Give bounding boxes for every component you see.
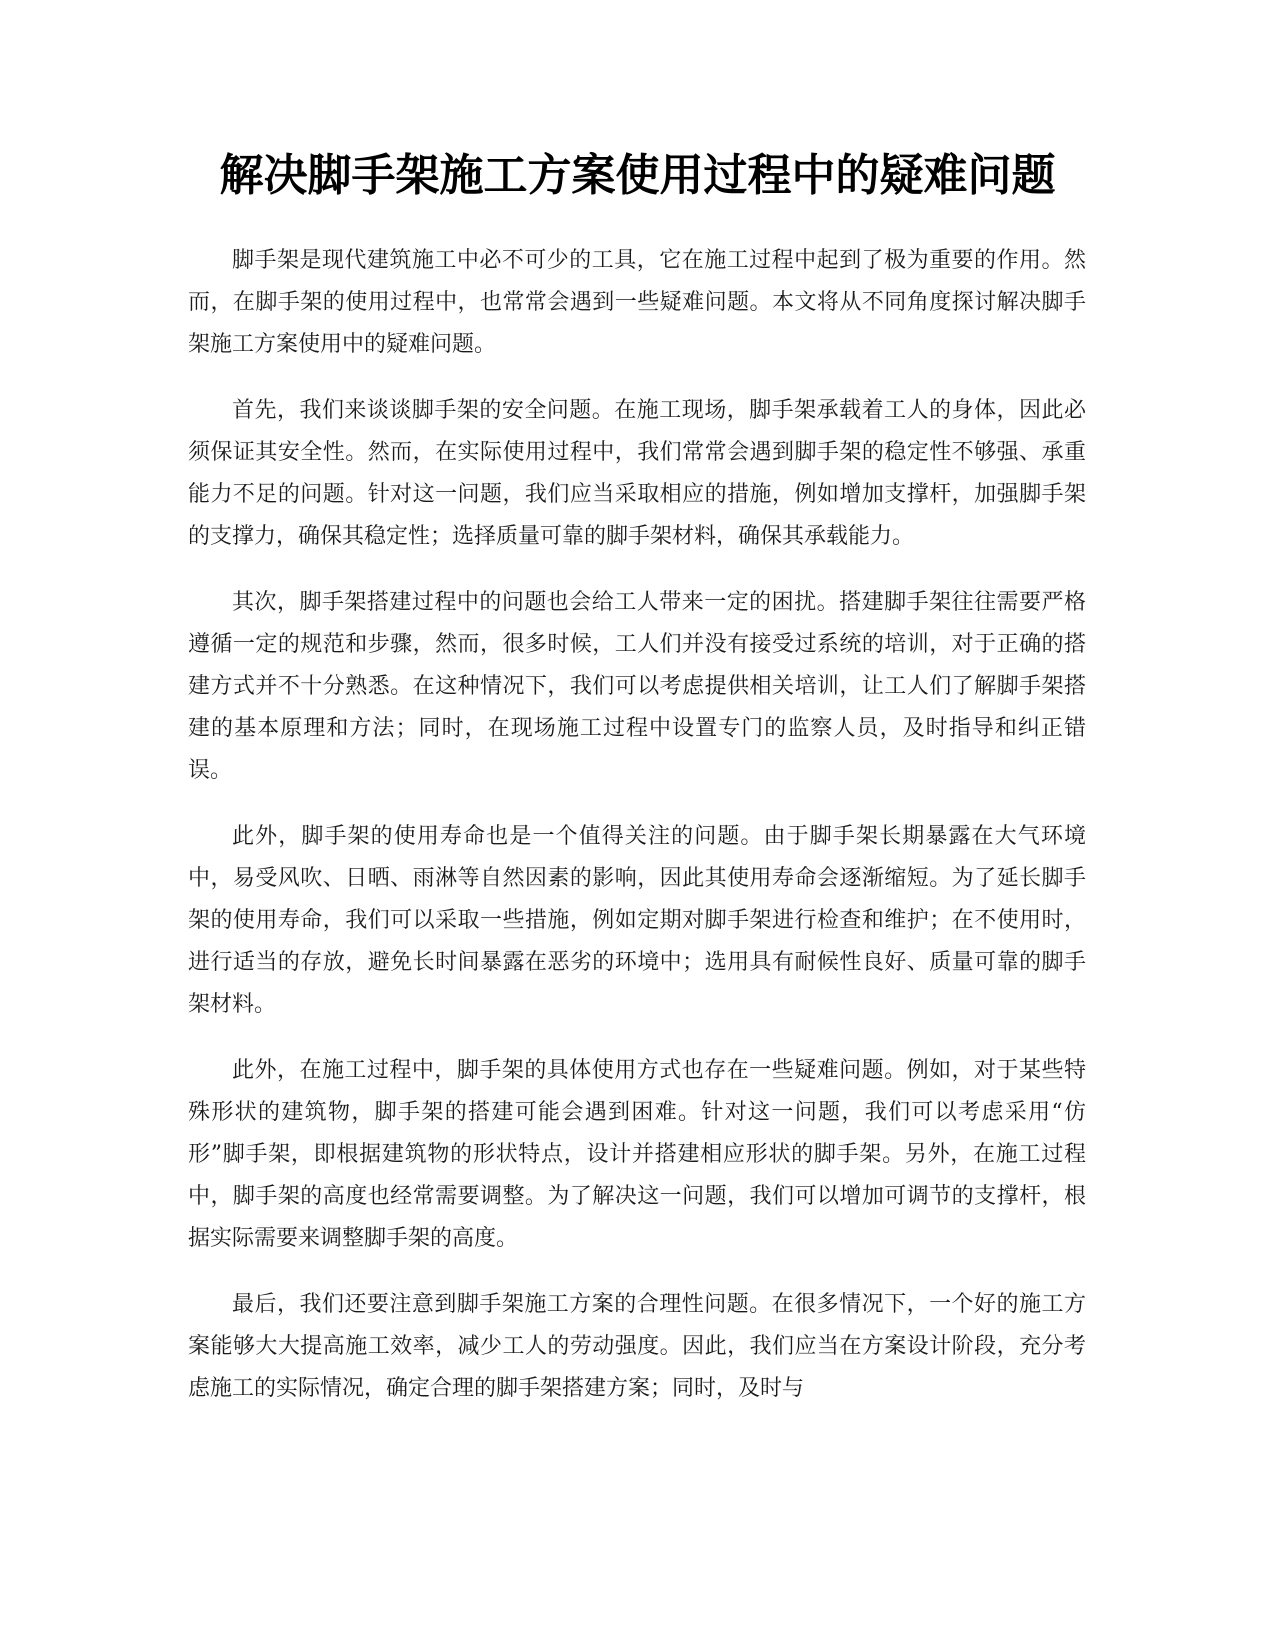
paragraph-safety: 首先，我们来谈谈脚手架的安全问题。在施工现场，脚手架承载着工人的身体，因此必须保证其安全性。然而，在实际使用过程中，我们常常会遇到脚手架的稳定性不够强、承重能力不足的问题。针对这一问题，我们应当采取相应的措施，例如增加支撑杆，加强脚手架的支撑力，确保其稳定性；选择质量可靠的脚手架材料，确保其承载能力。	[188, 398, 1086, 549]
document-body	[188, 240, 1086, 1434]
paragraph-service-life: 此外，脚手架的使用寿命也是一个值得关注的问题。由于脚手架长期暴露在大气环境中，易受风吹、日晒、雨淋等自然因素的影响，因此其使用寿命会逐渐缩短。为了延长脚手架的使用寿命，我们可以采取一些措施，例如定期对脚手架进行检查和维护；在不使用时，进行适当的存放，避免长时间暴露在恶劣的环境中；选用具有耐候性良好、质量可靠的脚手架材料。	[188, 824, 1086, 1017]
document-title: 解决脚手架施工方案使用过程中的疑难问题	[219, 150, 1056, 201]
paragraph-plan: 最后，我们还要注意到脚手架施工方案的合理性问题。在很多情况下，一个好的施工方案能够大大提高施工效率，减少工人的劳动强度。因此，我们应当在方案设计阶段，充分考虑施工的实际情况，确定合理的脚手架搭建方案；同时，及时与	[188, 1292, 1086, 1401]
paragraph-intro: 脚手架是现代建筑施工中必不可少的工具，它在施工过程中起到了极为重要的作用。然而，在脚手架的使用过程中，也常常会遇到一些疑难问题。本文将从不同角度探讨解决脚手架施工方案使用中的疑难问题。	[188, 248, 1086, 357]
paragraph-usage: 此外，在施工过程中，脚手架的具体使用方式也存在一些疑难问题。例如，对于某些特殊形状的建筑物，脚手架的搭建可能会遇到困难。针对这一问题，我们可以考虑采用“仿形”脚手架，即根据建筑物的形状特点，设计并搭建相应形状的脚手架。另外，在施工过程中，脚手架的高度也经常需要调整。为了解决这一问题，我们可以增加可调节的支撑杆，根据实际需要来调整脚手架的高度。	[188, 1058, 1086, 1251]
paragraph-erection: 其次，脚手架搭建过程中的问题也会给工人带来一定的困扰。搭建脚手架往往需要严格遵循一定的规范和步骤，然而，很多时候，工人们并没有接受过系统的培训，对于正确的搭建方式并不十分熟悉。在这种情况下，我们可以考虑提供相关培训，让工人们了解脚手架搭建的基本原理和方法；同时，在现场施工过程中设置专门的监察人员，及时指导和纠正错误。	[188, 590, 1086, 783]
